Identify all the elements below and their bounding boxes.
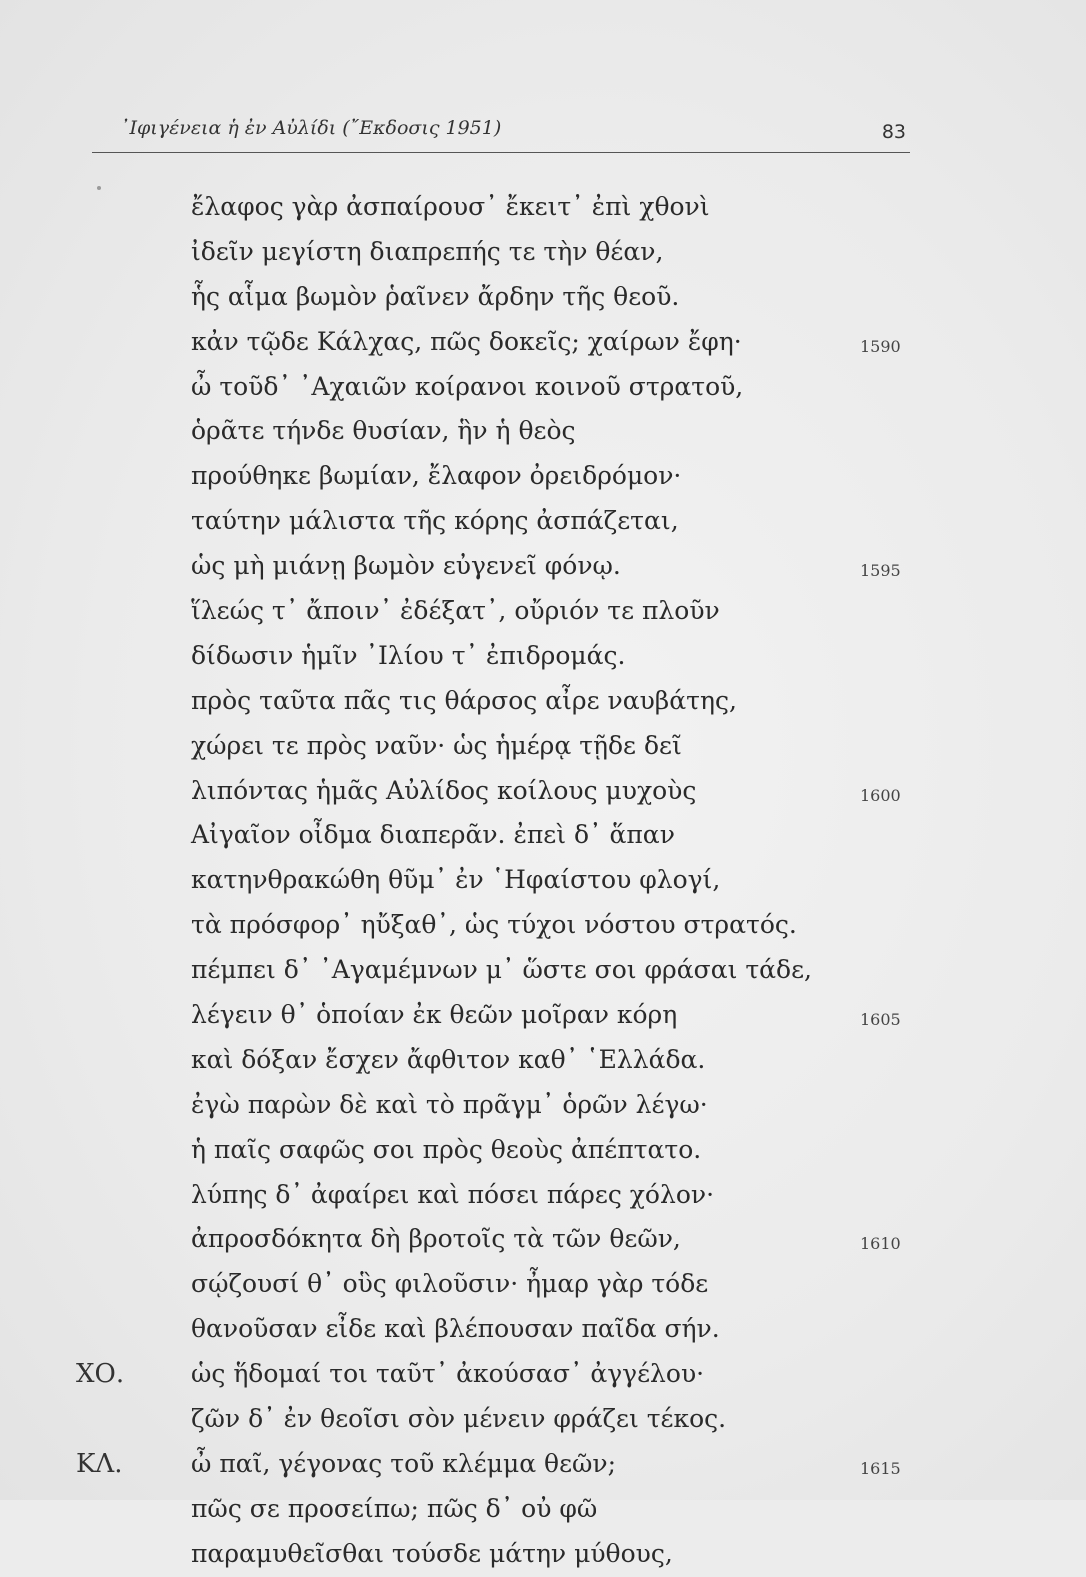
verse-line [0,1442,1086,1487]
verse-text: θανοῦσαν εἶδε καὶ βλέπουσαν παῖδα σήν. [191,1314,720,1344]
verse-line [0,1532,1086,1577]
verse-text: προύθηκε βωμίαν, ἔλαφον ὀρειδρόμον· [191,461,682,491]
verse-line [0,454,1086,499]
verse-text: σῴζουσί θ᾿ οὓς φιλοῦσιν· ἦμαρ γὰρ τόδε [191,1269,709,1299]
verse-line [0,858,1086,903]
verse-text: ὡς ἥδομαί τοι ταῦτ᾿ ἀκούσασ᾿ ἀγγέλου· [191,1359,705,1389]
verse-text: ὦ τοῦδ᾿ ᾿Αχαιῶν κοίρανοι κοινοῦ στρατοῦ, [191,371,744,401]
verse-text: ταύτην μάλιστα τῆς κόρης ἀσπάζεται, [191,506,679,536]
line-number: 1590 [860,336,901,356]
running-title: ᾿Ιφιγένεια ἡ ἐν Αὐλίδι (῎Εκδοσις 1951) [120,117,502,139]
verse-line [0,903,1086,948]
verse-line [0,724,1086,769]
verse-line [0,365,1086,410]
speaker-label: ΧΟ. [76,1359,125,1390]
verse-text: τὰ πρόσφορ᾿ ηὔξαθ᾿, ὡς τύχοι νόστου στρατός. [191,910,797,940]
line-number: 1610 [860,1234,901,1254]
line-number: 1615 [860,1458,901,1478]
verse-line [0,993,1086,1038]
verse-line [0,320,1086,365]
verse-line [0,230,1086,275]
verse-line [0,589,1086,634]
verse-text: λιπόντας ἡμᾶς Αὐλίδος κοίλους μυχοὺς [191,775,697,805]
verse-line [0,948,1086,993]
verse-text: πῶς σε προσείπω; πῶς δ᾿ οὐ φῶ [191,1493,598,1523]
verse-text: πέμπει δ᾿ ᾿Αγαμέμνων μ᾿ ὥστε σοι φράσαι τάδε, [191,955,812,985]
verse-text: πρὸς ταῦτα πᾶς τις θάρσος αἶρε ναυβάτης, [191,685,737,715]
verse-line [0,409,1086,454]
verse-text: χώρει τε πρὸς ναῦν· ὡς ἡμέρᾳ τῇδε δεῖ [191,730,682,760]
page-number: 83 [881,121,906,143]
verse-text: ζῶν δ᾿ ἐν θεοῖσι σὸν μένειν φράζει τέκος. [191,1404,727,1434]
verse-line [0,813,1086,858]
verse-text: ἵλεώς τ᾿ ἄποιν᾿ ἐδέξατ᾿, οὔριόν τε πλοῦν [191,596,720,626]
line-number: 1605 [860,1010,901,1030]
verse-line [0,1307,1086,1352]
verse-text: ἀπροσδόκητα δὴ βροτοῖς τὰ τῶν θεῶν, [191,1224,681,1254]
speaker-label: ΚΛ. [76,1448,123,1479]
verse-text: ἰδεῖν μεγίστη διαπρεπής τε τὴν θέαν, [191,236,664,266]
verse-text: ὦ παῖ, γέγονας τοῦ κλέμμα θεῶν; [191,1448,617,1478]
verse-line [0,769,1086,814]
verse-line [0,1038,1086,1083]
verse-line [0,634,1086,679]
verse-line [0,499,1086,544]
verse-line [0,1217,1086,1262]
verse-line [0,1173,1086,1218]
verse-text: ὡς μὴ μιάνῃ βωμὸν εὐγενεῖ φόνῳ. [191,551,621,581]
verse-line [0,275,1086,320]
verse-line [0,1262,1086,1307]
verse-text: ἡ παῖς σαφῶς σοι πρὸς θεοὺς ἀπέπτατο. [191,1134,702,1164]
verse-text: δίδωσιν ἡμῖν ᾿Ιλίου τ᾿ ἐπιδρομάς. [191,640,626,670]
verse-text: ἔλαφος γὰρ ἀσπαίρουσ᾿ ἔκειτ᾿ ἐπὶ χθονὶ [191,192,710,221]
verse-text: λύπης δ᾿ ἀφαίρει καὶ πόσει πάρες χόλον· [191,1179,715,1209]
verse-line [0,1083,1086,1128]
verse-line [0,1487,1086,1532]
page-header [92,112,910,153]
verse-text: παραμυθεῖσθαι τούσδε μάτην μύθους, [191,1538,673,1568]
verse-text: Αἰγαῖον οἶδμα διαπερᾶν. ἐπεὶ δ᾿ ἅπαν [191,820,675,850]
verse-line [0,544,1086,589]
line-number: 1595 [860,561,901,581]
verse-text: κατηνθρακώθη θῦμ᾿ ἐν ῾Ηφαίστου φλογί, [191,865,721,895]
verse-line [0,185,1086,230]
verse-line [0,1128,1086,1173]
line-number: 1600 [860,785,901,805]
verse-text: ὁρᾶτε τήνδε θυσίαν, ἣν ἡ θεὸς [191,416,576,446]
verse-text: καὶ δόξαν ἔσχεν ἄφθιτον καθ᾿ ῾Ελλάδα. [191,1044,706,1074]
verse-line [0,679,1086,724]
verse-text: κἀν τῷδε Κάλχας, πῶς δοκεῖς; χαίρων ἔφη· [191,326,742,356]
verse-line [0,1352,1086,1397]
verse-text: ἐγὼ παρὼν δὲ καὶ τὸ πρᾶγμ᾿ ὁρῶν λέγω· [191,1089,708,1119]
verse-block [0,185,1086,1577]
verse-text: ἧς αἷμα βωμὸν ῥαῖνεν ἄρδην τῆς θεοῦ. [191,281,680,311]
verse-text: λέγειν θ᾿ ὁποίαν ἐκ θεῶν μοῖραν κόρη [191,1000,678,1030]
verse-line [0,1397,1086,1442]
